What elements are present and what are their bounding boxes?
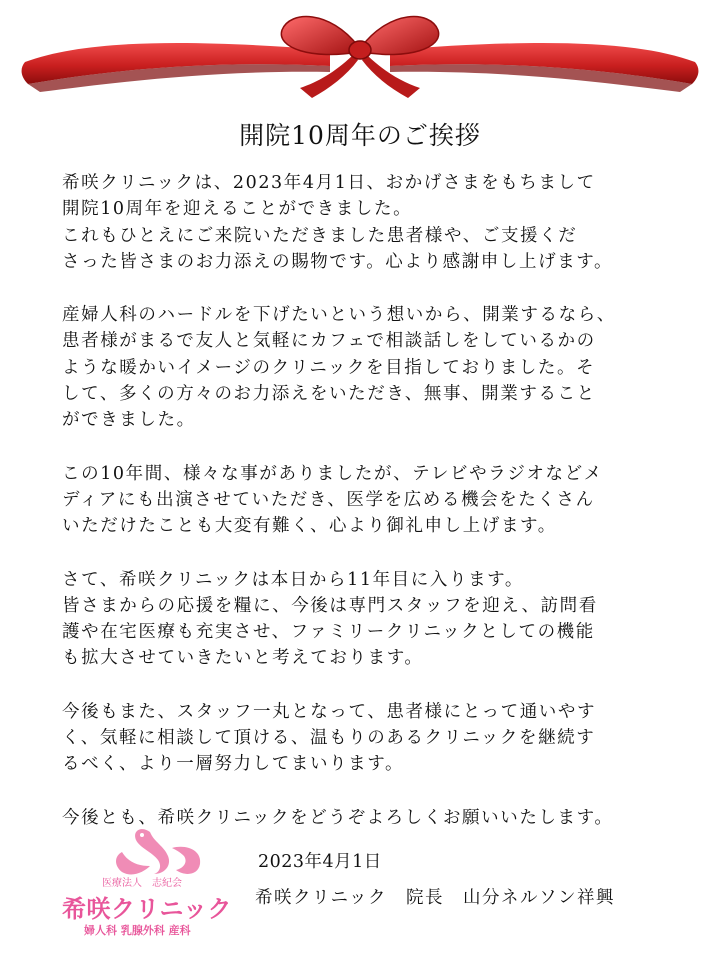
- letter-line: 皆さまからの応援を糧に、今後は専門スタッフを迎え、訪問看: [62, 595, 598, 616]
- letter-line: 護や在宅医療も充実させ、ファミリークリニックとしての機能: [62, 622, 595, 643]
- page-title: 開院10周年のご挨拶: [239, 121, 481, 150]
- letter-line: 今後もまた、スタッフ一丸となって、患者様にとって通いやす: [62, 701, 597, 722]
- letter-line: るべく、より一層努力してまいります。: [62, 754, 405, 775]
- letter-paragraph: [62, 567, 682, 672]
- logo-corporation: 医療法人 志紀会: [102, 878, 182, 889]
- letter-line: 産婦人科のハードルを下げたいという想いから、開業するなら、: [62, 305, 616, 326]
- letter-line: ができました。: [62, 410, 196, 431]
- letter-line: 今後とも、希咲クリニックをどうぞよろしくお願いいたします。: [62, 807, 614, 828]
- letter-line: 開院10周年を迎えることができました。: [62, 199, 413, 220]
- letter-line: さった皆さまのお力添えの賜物です。心より感謝申し上げます。: [62, 251, 614, 272]
- letter-line: さて、希咲クリニックは本日から11年目に入ります。: [62, 569, 524, 590]
- letter-paragraph: [62, 461, 682, 540]
- letter-date: 2023年4月1日: [258, 852, 382, 872]
- letter-line: して、多くの方々のお力添えをいただき、無事、開業すること: [62, 384, 596, 405]
- letter-line: いただけたことも大変有難く、心より御礼申し上げます。: [62, 516, 557, 537]
- letter-line: これもひとえにご来院いただきました患者様や、ご支援くだ: [62, 225, 578, 246]
- letter-line: も拡大させていきたいと考えております。: [62, 648, 424, 669]
- letter-line: 希咲クリニックは、2023年4月1日、おかげさまをもちまして: [62, 173, 596, 193]
- letter-line: ような暖かいイメージのクリニックを目指しておりました。そ: [62, 357, 596, 378]
- letter-paragraph: [62, 170, 682, 275]
- letter-signature: 希咲クリニック 院長 山分ネルソン祥興: [255, 888, 615, 908]
- letter-body: [62, 170, 682, 858]
- letter-paragraph: [62, 699, 682, 778]
- letter-line: 患者様がまるで友人と気軽にカフェで相談話しをしているかの: [62, 331, 596, 352]
- letter-line: この10年間、様々な事がありましたが、テレビやラジオなどメ: [62, 463, 603, 484]
- letter-line: ディアにも出演させていただき、医学を広める機会をたくさん: [62, 489, 595, 510]
- red-ribbon-bow-icon: [0, 0, 720, 110]
- logo-departments: 婦人科 乳腺外科 産科: [84, 924, 191, 937]
- letter-line: く、気軽に相談して頂ける、温もりのあるクリニックを継続す: [62, 728, 596, 749]
- logo-clinic-name: 希咲クリニック: [62, 895, 233, 923]
- letter-paragraph: [62, 302, 682, 433]
